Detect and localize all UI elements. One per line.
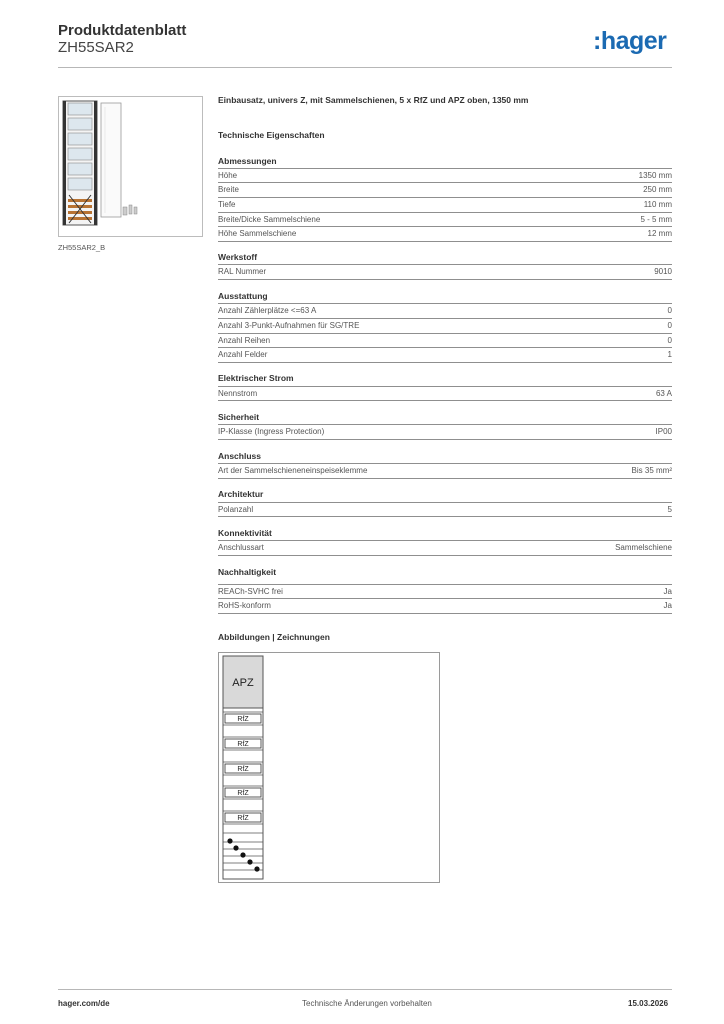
product-description: Einbausatz, univers Z, mit Sammelschienen, 5 x RfZ und APZ oben, 1350 mm — [218, 95, 529, 105]
busbar-terminal — [240, 852, 245, 857]
row-divider — [218, 613, 672, 614]
spec-value: 12 mm — [647, 229, 672, 238]
spec-value: 0 — [667, 321, 672, 330]
spec-row — [218, 264, 672, 278]
footer-note: Technische Änderungen vorbehalten — [302, 999, 432, 1008]
rfz-label: RfZ — [237, 766, 249, 773]
product-code: ZH55SAR2 — [58, 39, 134, 56]
busbar-terminal — [254, 866, 259, 871]
layout-diagram — [219, 653, 439, 882]
image-caption: ZH55SAR2_B — [58, 243, 106, 252]
footer-divider — [58, 989, 672, 990]
spec-label: Breite/Dicke Sammelschiene — [218, 215, 321, 224]
row-divider — [218, 555, 672, 556]
spec-value: 110 mm — [643, 200, 672, 209]
spec-value: Sammelschiene — [615, 543, 672, 552]
header-divider — [58, 67, 672, 68]
spec-value: 9010 — [654, 267, 672, 276]
spec-label: RAL Nummer — [218, 267, 267, 276]
hager-logo[interactable]: :hager — [593, 27, 667, 55]
row-divider — [218, 279, 672, 280]
spec-label: Art der Sammelschieneneinspeiseklemme — [218, 466, 368, 475]
footer-website-link[interactable]: hager.com/de — [58, 999, 110, 1008]
spec-value: 1 — [667, 350, 672, 359]
row-divider — [218, 439, 672, 440]
spec-label: Polanzahl — [218, 505, 254, 514]
busbar-terminal — [233, 845, 238, 850]
spec-row — [218, 598, 672, 612]
spec-row — [218, 347, 672, 361]
rfz-label: RfZ — [237, 716, 249, 723]
spec-label: Anschlussart — [218, 543, 264, 552]
spec-row — [218, 168, 672, 182]
spec-label: Anzahl 3-Punkt-Aufnahmen für SG/TRE — [218, 321, 360, 330]
spec-label: Breite — [218, 185, 239, 194]
row-divider — [218, 516, 672, 517]
section-title-elektrischer-strom: Elektrischer Strom — [218, 373, 294, 383]
section-title-sicherheit: Sicherheit — [218, 412, 260, 422]
spec-row — [218, 226, 672, 240]
spec-row — [218, 303, 672, 317]
spec-value: 250 mm — [643, 185, 672, 194]
section-title-anschluss: Anschluss — [218, 451, 261, 461]
spec-row — [218, 333, 672, 347]
enclosure-kit-icon — [59, 97, 202, 236]
row-divider — [218, 478, 672, 479]
technical-drawing — [218, 652, 440, 883]
row-divider — [218, 400, 672, 401]
row-divider — [218, 241, 672, 242]
spec-row — [218, 584, 672, 598]
spec-value: 0 — [667, 306, 672, 315]
spec-value: IP00 — [655, 427, 672, 436]
spec-row — [218, 502, 672, 516]
spec-label: Anzahl Felder — [218, 350, 268, 359]
spec-value: Ja — [663, 587, 672, 596]
busbar-terminal — [247, 859, 252, 864]
section-title-architektur: Architektur — [218, 489, 264, 499]
tech-properties-heading: Technische Eigenschaften — [218, 130, 325, 140]
spec-value: Ja — [663, 601, 672, 610]
spec-row — [218, 386, 672, 400]
spec-row — [218, 463, 672, 477]
spec-value: 5 - 5 mm — [640, 215, 672, 224]
spec-value: 1350 mm — [638, 171, 672, 180]
spec-row — [218, 182, 672, 196]
spec-label: Tiefe — [218, 200, 236, 209]
spec-label: RoHS-konform — [218, 601, 271, 610]
section-title-werkstoff: Werkstoff — [218, 252, 258, 262]
rfz-label: RfZ — [237, 790, 249, 797]
section-title-abmessungen: Abmessungen — [218, 156, 277, 166]
section-title-ausstattung: Ausstattung — [218, 291, 268, 301]
busbar-terminal — [227, 838, 232, 843]
rfz-label: RfZ — [237, 741, 249, 748]
product-image — [58, 96, 203, 237]
row-divider — [218, 362, 672, 363]
spec-label: Anzahl Reihen — [218, 336, 271, 345]
rfz-label: RfZ — [237, 815, 249, 822]
spec-label: Höhe Sammelschiene — [218, 229, 297, 238]
spec-label: IP-Klasse (Ingress Protection) — [218, 427, 325, 436]
section-title-nachhaltigkeit: Nachhaltigkeit — [218, 567, 277, 577]
spec-value: 5 — [667, 505, 672, 514]
spec-label: Nennstrom — [218, 389, 258, 398]
spec-row — [218, 197, 672, 211]
spec-row — [218, 212, 672, 226]
section-title-konnektivitaet: Konnektivität — [218, 528, 272, 538]
spec-label: REACh-SVHC frei — [218, 587, 283, 596]
spec-value: 0 — [667, 336, 672, 345]
spec-row — [218, 540, 672, 554]
spec-value: 63 A — [655, 389, 672, 398]
spec-value: Bis 35 mm² — [631, 466, 672, 475]
spec-label: Höhe — [218, 171, 238, 180]
spec-label: Anzahl Zählerplätze <=63 A — [218, 306, 317, 315]
spec-row — [218, 424, 672, 438]
page-title: Produktdatenblatt — [58, 22, 187, 39]
drawings-heading: Abbildungen | Zeichnungen — [218, 632, 330, 642]
footer-date: 15.03.2026 — [628, 999, 669, 1008]
spec-row — [218, 318, 672, 332]
apz-label: APZ — [232, 677, 254, 689]
